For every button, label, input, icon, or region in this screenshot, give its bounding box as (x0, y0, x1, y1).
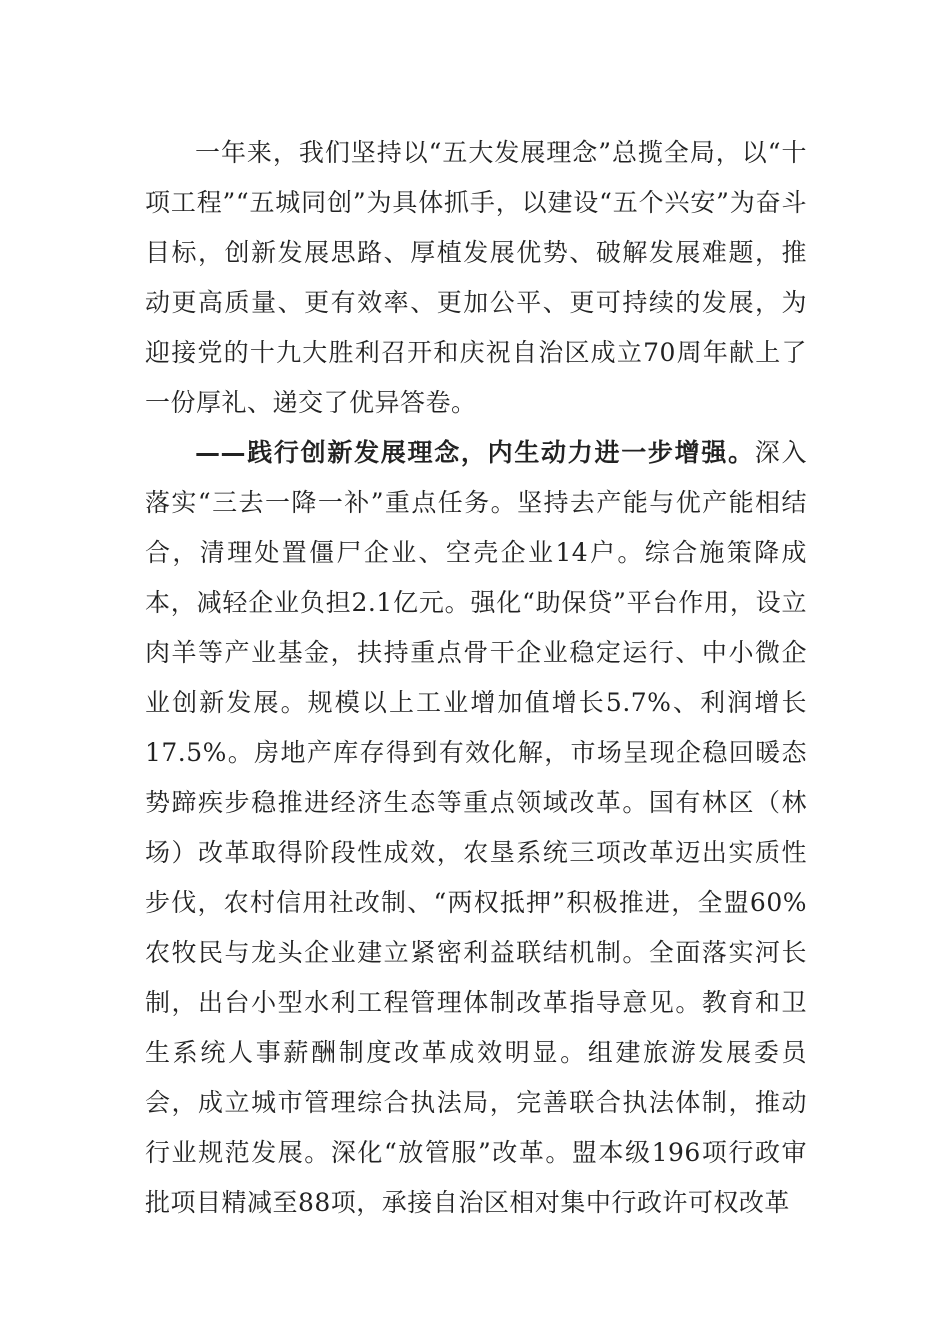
paragraph-summary (145, 128, 807, 428)
document-body (145, 128, 807, 1228)
paragraph-innovation (145, 428, 807, 1228)
paragraph-innovation-text: 深入落实“三去一降一补”重点任务。坚持去产能与优产能相结合，清理处置僵尸企业、空壳企业14户。综合施策降成本，减轻企业负担2.1亿元。强化“助保贷”平台作用，设立肉羊等产业基金，扶持重点骨干企业稳定运行、中小微企业创新发展。规模以上工业增加值增长5.7%、利润增长17.5%。房地产库存得到有效化解，市场呈现企稳回暖态势蹄疾步稳推进经济生态等重点领域改革。国有林区（林场）改革取得阶段性成效，农垦系统三项改革迈出实质性步伐，农村信用社改制、“两权抵押”积极推进，全盟60%农牧民与龙头企业建立紧密利益联结机制。全面落实河长制，出台小型水利工程管理体制改革指导意见。教育和卫生系统人事薪酬制度改革成效明显。组建旅游发展委员会，成立城市管理综合执法局，完善联合执法体制，推动行业规范发展。深化“放管服”改革。盟本级196项行政审批项目精减至88项，承接自治区相对集中行政许可权改革 (145, 438, 807, 1217)
paragraph-summary-text: 一年来，我们坚持以“五大发展理念”总揽全局，以“十项工程”“五城同创”为具体抓手，以建设“五个兴安”为奋斗目标，创新发展思路、厚植发展优势、破解发展难题，推动更高质量、更有效率、更加公平、更可持续的发展，为迎接党的十九大胜利召开和庆祝自治区成立70周年献上了一份厚礼、递交了优异答卷。 (145, 138, 807, 417)
paragraph-innovation-heading: ——践行创新发展理念，内生动力进一步增强。 (195, 438, 755, 467)
